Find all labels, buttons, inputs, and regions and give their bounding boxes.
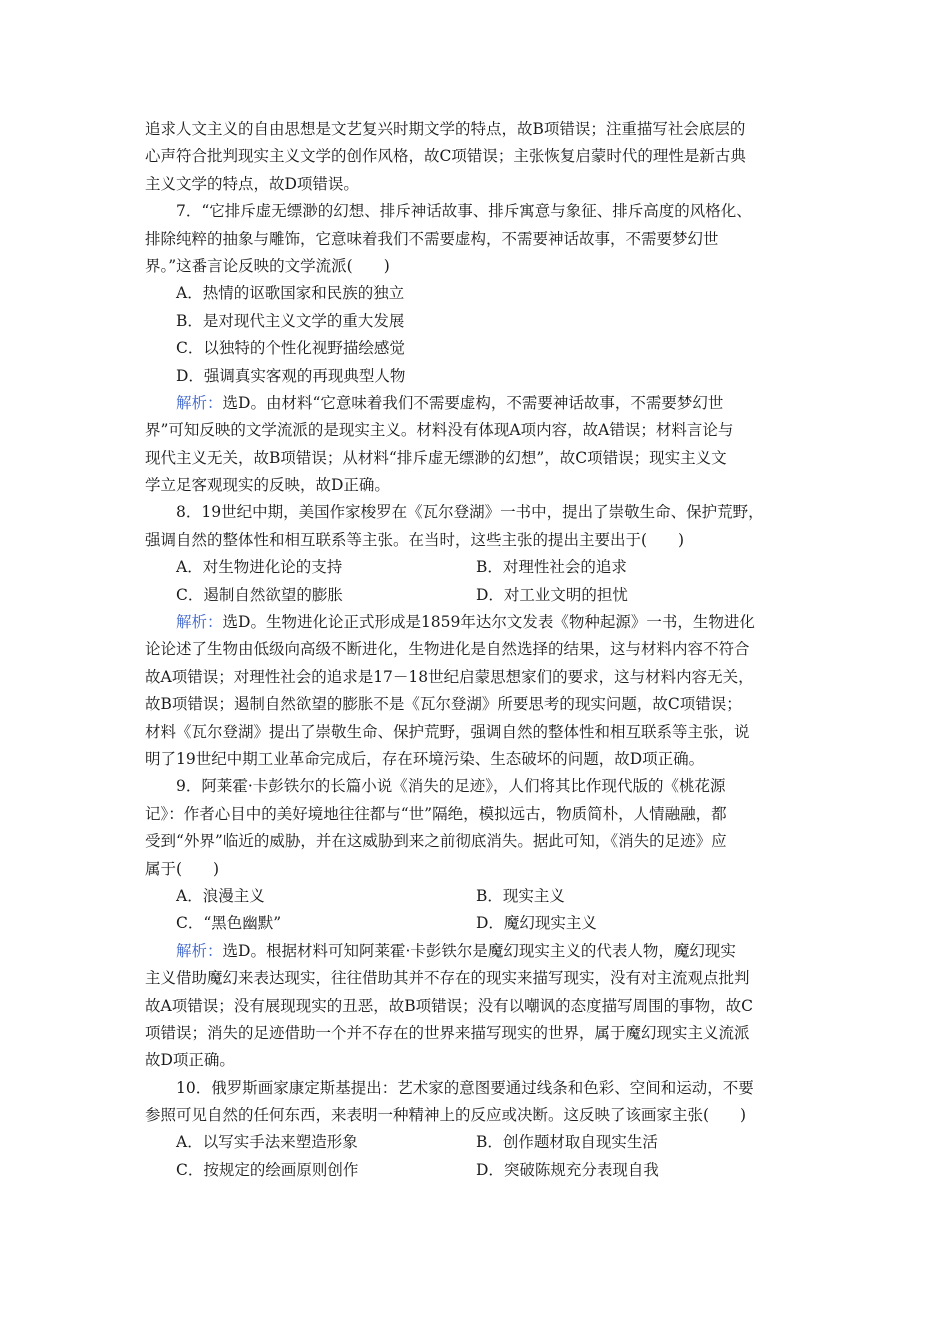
analysis-label: 解析： (176, 613, 223, 632)
analysis-line: 现代主义无关，故B项错误；从材料“排斥虚无缥渺的幻想”，故C项错误；现实主义文 (145, 448, 727, 467)
option-row (145, 582, 810, 609)
analysis-text: 选D。由材料“它意味着我们不需要虚构，不需要神话故事，不需要梦幻世 (222, 393, 724, 412)
analysis-text: 选D。生物进化论正式形成是1859年达尔文发表《物种起源》一书，生物进化 (222, 613, 755, 632)
option-b: B．现实主义 (476, 886, 565, 905)
intro-paragraph (145, 116, 810, 198)
analysis-label: 解析： (176, 393, 223, 412)
question-stem: 属于( ) (145, 859, 220, 878)
option-a: A．以写实手法来塑造形象 (176, 1133, 358, 1152)
option-d: D．对工业文明的担忧 (476, 585, 628, 604)
question-stem: 界。”这番言论反映的文学流派( ) (145, 256, 390, 275)
question-stem: 8．19世纪中期，美国作家梭罗在《瓦尔登湖》一书中，提出了崇敬生命、保护荒野， (176, 503, 764, 522)
question-stem: 9．阿莱霍·卡彭铁尔的长篇小说《消失的足迹》，人们将其比作现代版的《桃花源 (176, 777, 726, 796)
option-c: C．遏制自然欲望的膨胀 (176, 585, 343, 604)
option-c: C．以独特的个性化视野描绘感觉 (176, 339, 405, 358)
analysis-line: 故D项正确。 (145, 1051, 235, 1070)
analysis-line: 明了19世纪中期工业革命完成后，存在环境污染、生态破坏的问题，故D项正确。 (145, 749, 705, 768)
text-line: 心声符合批判现实主义文学的创作风格，故C项错误；主张恢复启蒙时代的理性是新古典 (145, 147, 746, 166)
analysis-text: 选D。根据材料可知阿莱霍·卡彭铁尔是魔幻现实主义的代表人物，魔幻现实 (222, 941, 736, 960)
question-8 (145, 499, 810, 773)
option-row (145, 554, 810, 581)
analysis-line: 故A项错误；对理性社会的追求是17－18世纪启蒙思想家们的要求，这与材料内容无关， (145, 667, 754, 686)
analysis-line: 论论述了生物由低级向高级不断进化，生物进化是自然选择的结果，这与材料内容不符合 (145, 640, 750, 659)
question-10 (145, 1075, 810, 1185)
analysis-line: 故A项错误；没有展现现实的丑恶，故B项错误；没有以嘲讽的态度描写周围的事物，故C (145, 996, 753, 1015)
option-b: B．对理性社会的追求 (476, 558, 627, 577)
option-row (145, 1157, 810, 1184)
option-b: B．是对现代主义文学的重大发展 (176, 311, 405, 330)
question-stem: 参照可见自然的任何东西，来表明一种精神上的反应或决断。这反映了该画家主张( ) (145, 1106, 747, 1125)
question-stem: 记》：作者心目中的美好境地往往都与“世”隔绝，模拟远古，物质简朴，人情融融，都 (145, 804, 727, 823)
analysis-line (145, 390, 810, 417)
option-b: B．创作题材取自现实生活 (476, 1133, 658, 1152)
option-a: A．浪漫主义 (176, 886, 265, 905)
option-d: D．突破陈规充分表现自我 (476, 1160, 659, 1179)
question-stem: 受到“外界”临近的威胁，并在这威胁到来之前彻底消失。据此可知，《消失的足迹》应 (145, 832, 727, 851)
option-c: C．按规定的绘画原则创作 (176, 1160, 359, 1179)
option-c: C．“黑色幽默” (176, 914, 282, 933)
text-line: 主义文学的特点，故D项错误。 (145, 174, 359, 193)
analysis-line: 主义借助魔幻来表达现实，往往借助其并不存在的现实来描写现实，没有对主流观点批判 (145, 969, 750, 988)
analysis-line (145, 609, 810, 636)
question-7 (145, 198, 810, 499)
analysis-line: 界”可知反映的文学流派的是现实主义。材料没有体现A项内容，故A错误；材料言论与 (145, 421, 734, 440)
option-d: D．魔幻现实主义 (476, 914, 597, 933)
question-stem: 10．俄罗斯画家康定斯基提出：艺术家的意图要通过线条和色彩、空间和运动，不要 (176, 1078, 754, 1097)
analysis-line: 故B项错误；遏制自然欲望的膨胀不是《瓦尔登湖》所要思考的现实问题，故C项错误； (145, 695, 742, 714)
question-9 (145, 773, 810, 1074)
option-d: D．强调真实客观的再现典型人物 (176, 366, 406, 385)
option-a: A．热情的讴歌国家和民族的独立 (176, 284, 405, 303)
analysis-line: 材料《瓦尔登湖》提出了崇敬生命、保护荒野，强调自然的整体性和相互联系等主张，说 (145, 722, 750, 741)
document-body (145, 116, 810, 1184)
analysis-label: 解析： (176, 941, 223, 960)
option-row (145, 1129, 810, 1156)
question-stem: 排除纯粹的抽象与雕饰，它意味着我们不需要虚构，不需要神话故事，不需要梦幻世 (145, 229, 719, 248)
analysis-line: 项错误；消失的足迹借助一个并不存在的世界来描写现实的世界，属于魔幻现实主义流派 (145, 1023, 750, 1042)
question-stem: 强调自然的整体性和相互联系等主张。在当时，这些主张的提出主要出于( ) (145, 530, 685, 549)
option-row (145, 910, 810, 937)
question-stem: 7．“它排斥虚无缥渺的幻想、排斥神话故事、排斥寓意与象征、排斥高度的风格化、 (176, 202, 752, 221)
analysis-line (145, 938, 810, 965)
option-a: A．对生物进化论的支持 (176, 558, 343, 577)
text-line: 追求人文主义的自由思想是文艺复兴时期文学的特点，故B项错误；注重描写社会底层的 (145, 120, 746, 138)
option-row (145, 883, 810, 910)
analysis-line: 学立足客观现实的反映，故D正确。 (145, 476, 390, 495)
